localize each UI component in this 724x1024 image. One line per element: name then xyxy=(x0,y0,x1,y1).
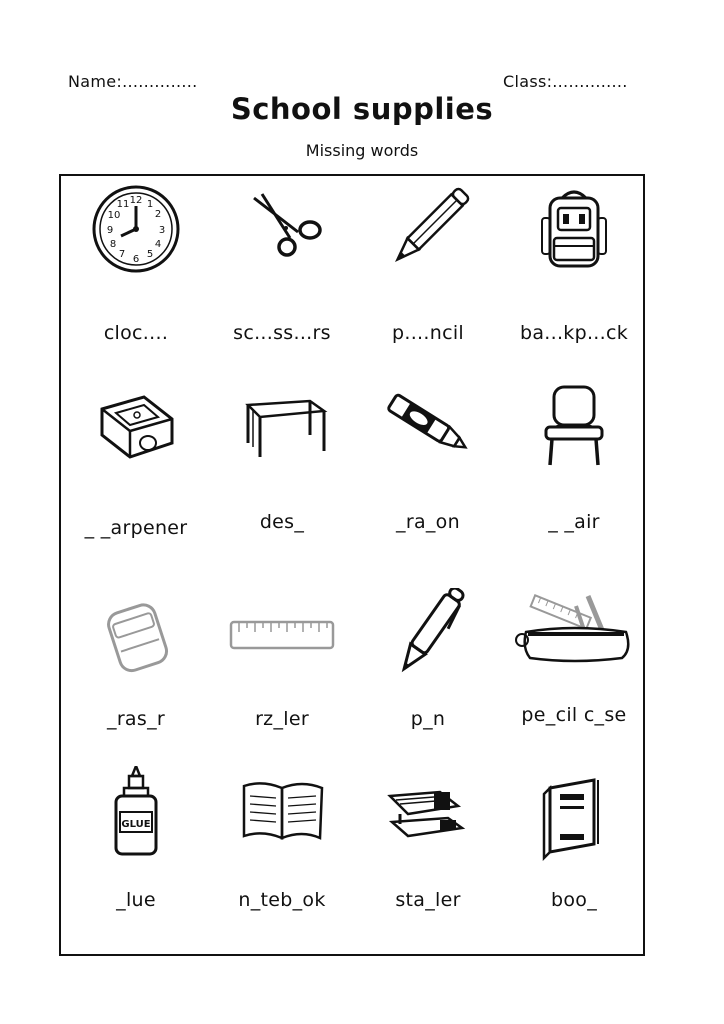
ruler-icon xyxy=(209,588,355,698)
svg-text:6: 6 xyxy=(132,254,140,265)
svg-text:2: 2 xyxy=(154,209,162,220)
name-field[interactable]: Name:.............. xyxy=(68,72,198,91)
worksheet-item-eraser xyxy=(63,588,209,783)
notebook-icon xyxy=(209,766,355,876)
pencil-icon xyxy=(355,184,501,294)
worksheet-item-notebook xyxy=(209,766,355,961)
svg-text:12: 12 xyxy=(129,195,143,206)
worksheet-item-desk xyxy=(209,379,355,574)
crayon-icon xyxy=(355,379,501,489)
missing-word: rz_ler xyxy=(255,708,309,730)
glue-label: GLUE xyxy=(121,819,151,830)
missing-word: sc...ss...rs xyxy=(233,322,331,344)
worksheet-item-scissors xyxy=(209,184,355,379)
missing-word: _ra_on xyxy=(396,511,460,533)
stapler-icon xyxy=(355,766,501,876)
worksheet-item-sharpener xyxy=(63,379,209,574)
worksheet-item-crayon xyxy=(355,379,501,574)
svg-text:1: 1 xyxy=(146,199,154,210)
book-icon xyxy=(501,766,647,876)
backpack-icon xyxy=(501,184,647,294)
worksheet-item-clock xyxy=(63,184,209,379)
missing-word: ba...kp...ck xyxy=(519,322,629,344)
svg-text:8: 8 xyxy=(109,239,117,250)
missing-word: des_ xyxy=(259,511,305,533)
worksheet-item-pencil-case xyxy=(501,588,647,783)
worksheet-item-book xyxy=(501,766,647,961)
missing-word: _ _air xyxy=(548,511,600,533)
worksheet-item-stapler xyxy=(355,766,501,961)
pen-icon xyxy=(355,588,501,698)
missing-word: pe_cil c_se xyxy=(521,704,627,726)
worksheet-item-ruler xyxy=(209,588,355,783)
worksheet-item-pen xyxy=(355,588,501,783)
missing-word: boo_ xyxy=(550,889,597,911)
chair-icon xyxy=(501,379,647,489)
svg-text:9: 9 xyxy=(106,225,114,236)
clock-icon xyxy=(63,184,209,294)
missing-word: _lue xyxy=(116,889,156,911)
class-field[interactable]: Class:.............. xyxy=(503,72,628,91)
svg-text:4: 4 xyxy=(154,239,162,250)
glue-icon xyxy=(63,766,209,876)
worksheet-grid xyxy=(59,174,645,956)
eraser-icon xyxy=(63,588,209,698)
missing-word: _ _arpener xyxy=(84,517,188,539)
desk-icon xyxy=(209,379,355,489)
svg-text:5: 5 xyxy=(146,249,154,260)
worksheet-item-pencil xyxy=(355,184,501,379)
sharpener-icon xyxy=(63,379,209,489)
svg-text:11: 11 xyxy=(116,199,130,210)
worksheet-item-backpack xyxy=(501,184,647,379)
worksheet-item-glue xyxy=(63,766,209,961)
missing-word: cloc.... xyxy=(103,322,169,344)
missing-word: p_n xyxy=(410,708,446,730)
svg-text:10: 10 xyxy=(107,210,121,221)
missing-word: sta_ler xyxy=(395,889,461,911)
scissors-icon xyxy=(209,184,355,294)
svg-text:3: 3 xyxy=(158,225,166,236)
missing-word: p....ncil xyxy=(392,322,464,344)
page-title: School supplies xyxy=(230,92,494,126)
worksheet-item-chair xyxy=(501,379,647,574)
pencil-case-icon xyxy=(501,588,647,698)
page-subtitle: Missing words xyxy=(305,141,419,160)
missing-word: n_teb_ok xyxy=(238,889,326,911)
missing-word: _ras_r xyxy=(107,708,165,730)
svg-text:7: 7 xyxy=(118,249,126,260)
